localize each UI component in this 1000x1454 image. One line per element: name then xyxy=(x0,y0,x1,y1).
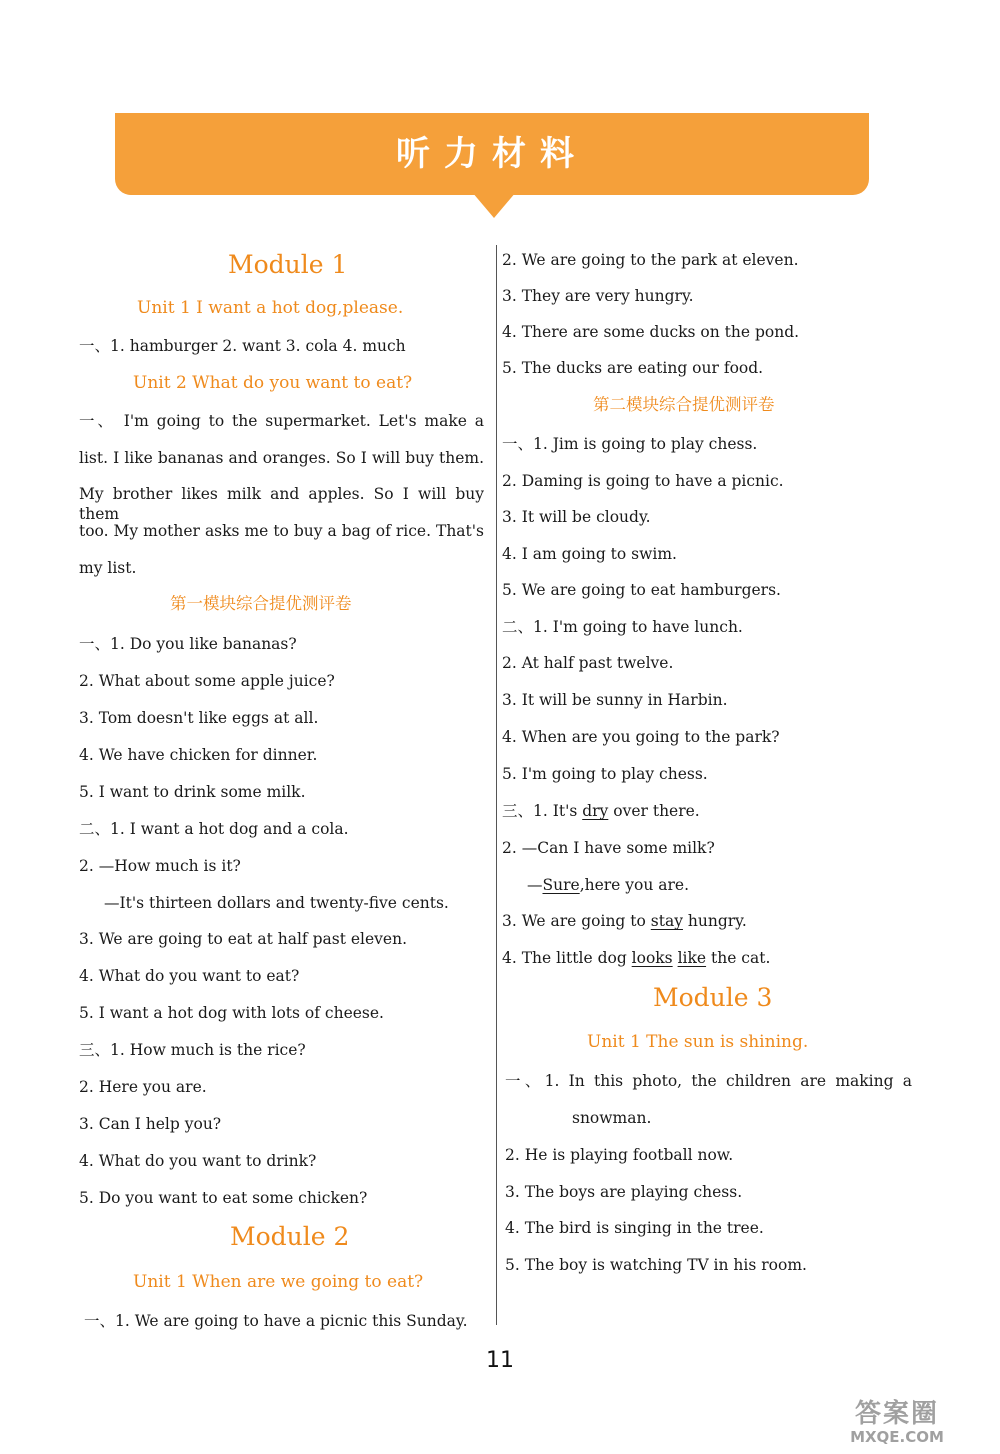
continued-line: 5. The ducks are eating our food. xyxy=(502,359,764,377)
column-divider xyxy=(496,245,497,1325)
watermark-logo: 答案圈 xyxy=(854,1399,939,1429)
watermark-url: MXQE.COM xyxy=(850,1428,944,1446)
test-line: 3. We are going to eat at half past eleven. xyxy=(79,930,407,948)
test-line: 2. —How much is it? xyxy=(79,857,241,875)
test-line: —Sure,here you are. xyxy=(527,876,690,894)
module-1-unit-1-heading: Unit 1 I want a hot dog,please. xyxy=(137,298,404,318)
underlined-word: dry xyxy=(582,802,609,820)
test-line: 2. —Can I have some milk? xyxy=(502,839,715,857)
test-line: 4. We have chicken for dinner. xyxy=(79,746,318,764)
module-3-unit-1-heading: Unit 1 The sun is shining. xyxy=(587,1032,809,1052)
module-2-heading: Module 2 xyxy=(230,1222,350,1251)
test-line: 2. At half past twelve. xyxy=(502,654,674,672)
test-line: 4. What do you want to drink? xyxy=(79,1152,317,1170)
test-line: 一、1. Jim is going to play chess. xyxy=(502,435,758,453)
test-line: —It's thirteen dollars and twenty-five cents. xyxy=(104,894,449,912)
page-title: 听力材料 xyxy=(396,134,588,174)
test-line: 5. I want a hot dog with lots of cheese. xyxy=(79,1004,384,1022)
passage-line: My brother likes milk and apples. So I will buy them xyxy=(79,485,484,523)
test-line: 二、1. I'm going to have lunch. xyxy=(502,618,743,636)
passage-line: too. My mother asks me to buy a bag of rice. That's xyxy=(79,522,484,540)
watermark xyxy=(822,1398,972,1448)
underlined-word: Sure xyxy=(542,876,580,894)
banner-pointer xyxy=(472,192,516,218)
test-line: 3. It will be sunny in Harbin. xyxy=(502,691,728,709)
test-line: 一、1. Do you like bananas? xyxy=(79,635,297,653)
passage-line: list. I like bananas and oranges. So I will buy them. xyxy=(79,449,484,467)
test-line: 4. When are you going to the park? xyxy=(502,728,780,746)
test-line: 2. Here you are. xyxy=(79,1078,207,1096)
test-line: snowman. xyxy=(572,1109,652,1127)
module-2-test-heading: 第二模块综合提优测评卷 xyxy=(593,395,775,414)
test-line: 5. We are going to eat hamburgers. xyxy=(502,581,781,599)
underlined-word: stay xyxy=(650,912,683,930)
module-1-test-heading: 第一模块综合提优测评卷 xyxy=(170,594,352,613)
test-line: 3. We are going to stay hungry. xyxy=(502,912,747,930)
test-line: 2. Daming is going to have a picnic. xyxy=(502,472,784,490)
test-line: 5. The boy is watching TV in his room. xyxy=(505,1256,807,1274)
continued-line: 2. We are going to the park at eleven. xyxy=(502,251,799,269)
test-line: 5. I'm going to play chess. xyxy=(502,765,708,783)
test-line: 3. The boys are playing chess. xyxy=(505,1183,743,1201)
test-line: 3. Tom doesn't like eggs at all. xyxy=(79,709,319,727)
underlined-word: looks xyxy=(631,949,673,967)
test-line: 3. It will be cloudy. xyxy=(502,508,651,526)
module-2-unit-1-line: 一、1. We are going to have a picnic this Sunday. xyxy=(84,1312,468,1330)
test-line: 4. I am going to swim. xyxy=(502,545,677,563)
test-line: 一、1. In this photo, the children are making a xyxy=(505,1072,912,1090)
continued-line: 3. They are very hungry. xyxy=(502,287,694,305)
test-line: 4. What do you want to eat? xyxy=(79,967,300,985)
underlined-word: like xyxy=(677,949,707,967)
passage-line: my list. xyxy=(79,559,137,577)
test-line: 三、1. How much is the rice? xyxy=(79,1041,306,1059)
test-line: 2. He is playing football now. xyxy=(505,1146,734,1164)
test-line: 4. The bird is singing in the tree. xyxy=(505,1219,764,1237)
module-1-unit-1-line: 一、1. hamburger 2. want 3. cola 4. much xyxy=(79,337,406,355)
test-line: 5. Do you want to eat some chicken? xyxy=(79,1189,368,1207)
module-2-unit-1-heading: Unit 1 When are we going to eat? xyxy=(133,1272,424,1292)
continued-line: 4. There are some ducks on the pond. xyxy=(502,323,800,341)
test-line: 4. The little dog looks like the cat. xyxy=(502,949,771,967)
test-line: 3. Can I help you? xyxy=(79,1115,222,1133)
module-3-heading: Module 3 xyxy=(653,983,773,1012)
test-line: 2. What about some apple juice? xyxy=(79,672,335,690)
page-number: 11 xyxy=(486,1348,514,1373)
passage-line: 一、 I'm going to the supermarket. Let's make a xyxy=(79,412,484,430)
test-line: 三、1. It's dry over there. xyxy=(502,802,700,820)
module-1-unit-2-heading: Unit 2 What do you want to eat? xyxy=(133,373,413,393)
test-line: 5. I want to drink some milk. xyxy=(79,783,306,801)
module-1-heading: Module 1 xyxy=(228,250,348,279)
test-line: 二、1. I want a hot dog and a cola. xyxy=(79,820,349,838)
